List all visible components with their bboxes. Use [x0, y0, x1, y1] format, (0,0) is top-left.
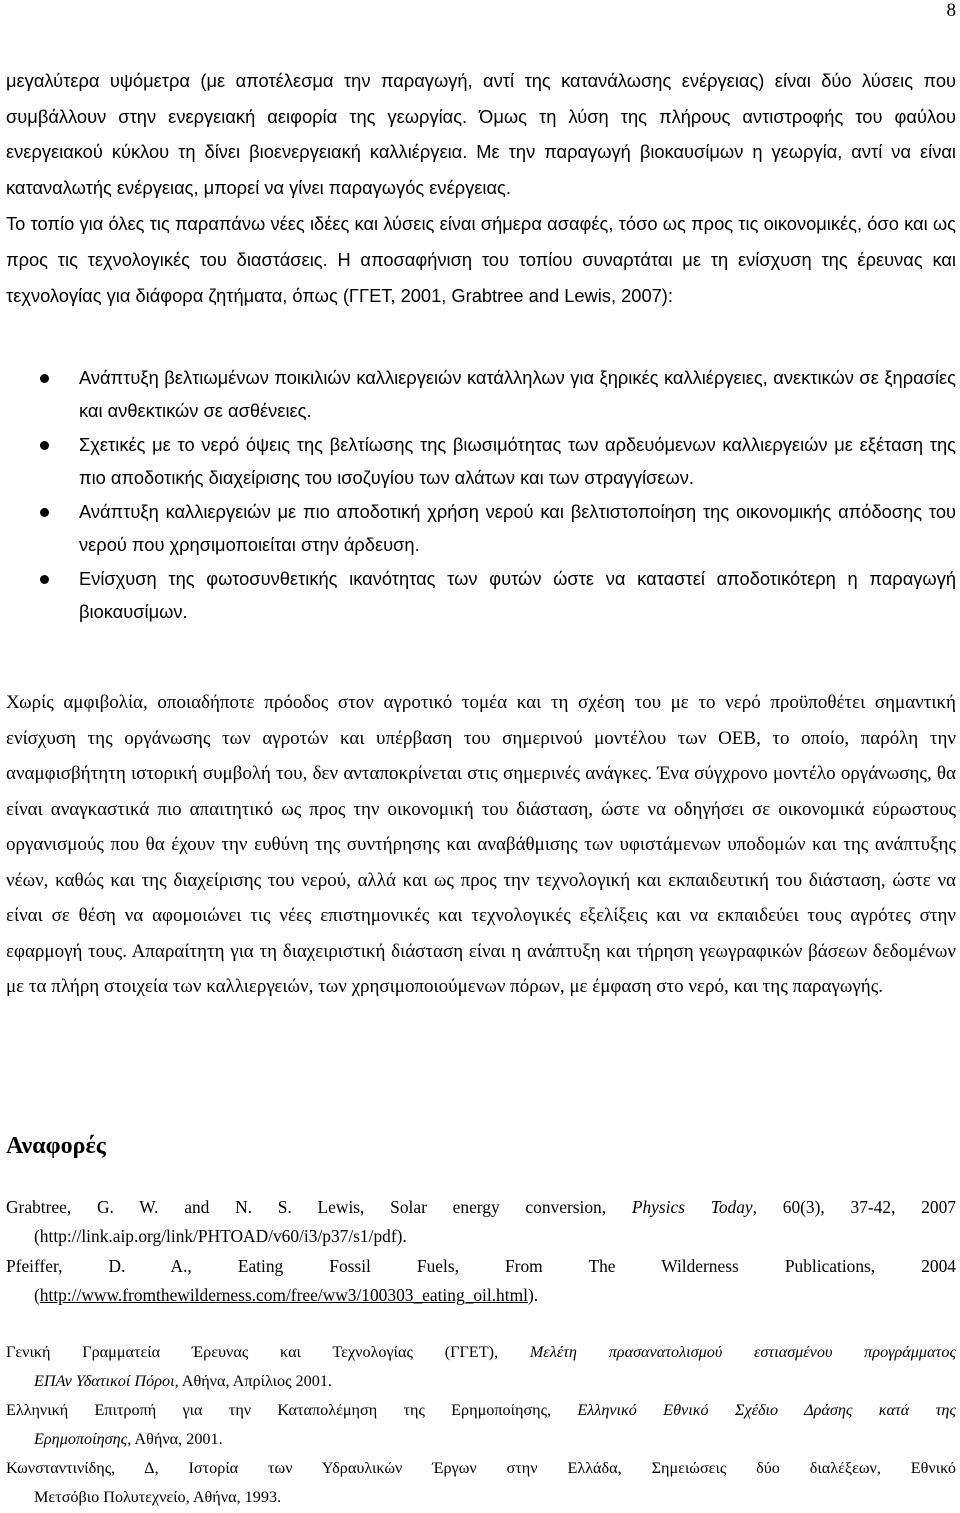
reference-link[interactable]: http://www.fromthewilderness.com/free/ww3/100303_eating_oil.html — [39, 1285, 528, 1305]
references-heading: Αναφορές — [6, 1133, 106, 1159]
reference-konstantinidis — [6, 1454, 956, 1512]
reference-line: Ελληνική Επιτροπή για την Καταπολέμηση της Ερημοποίησης, Ελληνικό Εθνικό Σχέδιο Δράσης κατά της — [6, 1401, 956, 1419]
page-number: 8 — [946, 0, 956, 21]
list-item: Ανάπτυξη βελτιωμένων ποικιλιών καλλιεργειών κατάλληλων για ξηρικές καλλιέργειες, ανεκτικών σε ξηρασίες και ανθεκτικών σε ασθένειες. — [0, 362, 956, 427]
reference-line: Μετσόβιο Πολυτεχνείο, Αθήνα, 1993. — [34, 1488, 282, 1506]
body-paragraph-research-landscape: Το τοπίο για όλες τις παραπάνω νέες ιδέες και λύσεις είναι σήμερα ασαφές, τόσο ως προς τις οικονομικές, όσο και ως προς τις τεχνολογικές του διαστάσεις. Η αποσαφήνιση του τοπίου συναρτάται με τη ενίσχυση της έρευνας και τεχνολογίας για διάφορα ζητήματα, όπως (ΓΓΕΤ, 2001, Grabtree and Lewis, 2007): — [6, 213, 956, 306]
list-item: Ενίσχυση της φωτοσυνθετικής ικανότητας των φυτών ώστε να καταστεί αποδοτικότερη η παραγωγή βιοκαυσίμων. — [0, 563, 956, 628]
list-item: Σχετικές με το νερό όψεις της βελτίωσης της βιωσιμότητας των αρδευόμενων καλλιεργειών με εξέταση της πιο αποδοτικής διαχείρισης του ισοζυγίου των αλάτων και των στραγγίσεων. — [0, 429, 956, 494]
reference-line: ΕΠΑν Υδατικοί Πόροι, Αθήνα, Απρίλιος 2001. — [34, 1372, 332, 1390]
body-paragraph-biofuels: μεγαλύτερα υψόμετρα (με αποτέλεσμα την παραγωγή, αντί της κατανάλωσης ενέργειας) είναι δύο λύσεις που συμβάλλουν στην ενεργειακή αειφορία της γεωργίας. Όμως τη λύση της πλήρους αντιστροφής του φαύλου ενεργειακού κύκλου τη δίνει βιοενεργειακή καλλιέργεια. Με την παραγωγή βιοκαυσίμων η γεωργία, αντί να είναι καταναλωτής ενέργειας, μπορεί να γίνει παραγωγός ενέργειας. — [6, 70, 956, 198]
reference-pfeiffer — [6, 1252, 956, 1310]
reference-desertification — [6, 1396, 956, 1454]
reference-gget — [6, 1338, 956, 1396]
reference-line: (http://www.fromthewilderness.com/free/ww3/100303_eating_oil.html). — [34, 1285, 539, 1305]
reference-line: Grabtree, G. W. and N. S. Lewis, Solar energy conversion, Physics Today, 60(3), 37-42, 2007 — [6, 1197, 957, 1217]
reference-grabtree — [6, 1193, 956, 1251]
reference-line: Pfeiffer, D. A., Eating Fossil Fuels, From The Wilderness Publications, 2004 — [6, 1256, 956, 1276]
reference-line: Κωνσταντινίδης, Δ, Ιστορία των Υδραυλικών Έργων στην Ελλάδα, Σημειώσεις δύο διαλέξεων, Εθνικό — [6, 1459, 956, 1477]
list-item: Ανάπτυξη καλλιεργειών με πιο αποδοτική χρήση νερού και βελτιστοποίηση της οικονομικής απόδοσης του νερού που χρησιμοποιείται στην άρδευση. — [0, 496, 956, 561]
body-paragraph-farmer-organization: Χωρίς αμφιβολία, οποιαδήποτε πρόοδος στον αγροτικό τομέα και τη σχέση του με το νερό προϋποθέτει σημαντική ενίσχυση της οργάνωσης των αγροτών και υπέρβαση του σημερινού μοντέλου των ΟΕΒ, το οποίο, παρόλη την αναμφισβήτητη ιστορική συμβολή του, δεν ανταποκρίνεται στις σημερινές ανάγκες. Ένα σύγχρονο μοντέλο οργάνωσης, θα είναι αναγκαστικά πιο απαιτητικό ως προς την οικονομική του διάσταση, ώστε να οδηγήσει σε οικονομικά εύρωστους οργανισμούς που θα έχουν την ευθύνη της συντήρησης και αναβάθμισης των υφιστάμενων υποδομών και της ανάπτυξης νέων, καθώς και της διαχείρισης του νερού, αλλά και ως προς την τεχνολογική και εκπαιδευτική του διάσταση, ώστε να είναι σε θέση να αφομοιώνει τις νέες επιστημονικές και τεχνολογικές εξελίξεις και να εκπαιδεύει τους αγρότες στην εφαρμογή τους. Απαραίτητη για τη διαχειριστική διάσταση είναι η ανάπτυξη και τήρηση γεωγραφικών βάσεων δεδομένων με τα πλήρη στοιχεία των καλλιεργειών, των χρησιμοποιούμενων πόρων, με έμφαση στο νερό, και της παραγωγής. — [6, 692, 956, 997]
research-topics-list — [0, 362, 956, 630]
reference-line: (http://link.aip.org/link/PHTOAD/v60/i3/p37/s1/pdf). — [34, 1226, 407, 1246]
reference-line: Γενική Γραμματεία Έρευνας και Τεχνολογίας (ΓΓΕΤ), Μελέτη πρασανατολισμού εστιασμένου προγράμματος — [6, 1343, 957, 1361]
reference-line: Ερημοποίησης, Αθήνα, 2001. — [34, 1430, 223, 1448]
